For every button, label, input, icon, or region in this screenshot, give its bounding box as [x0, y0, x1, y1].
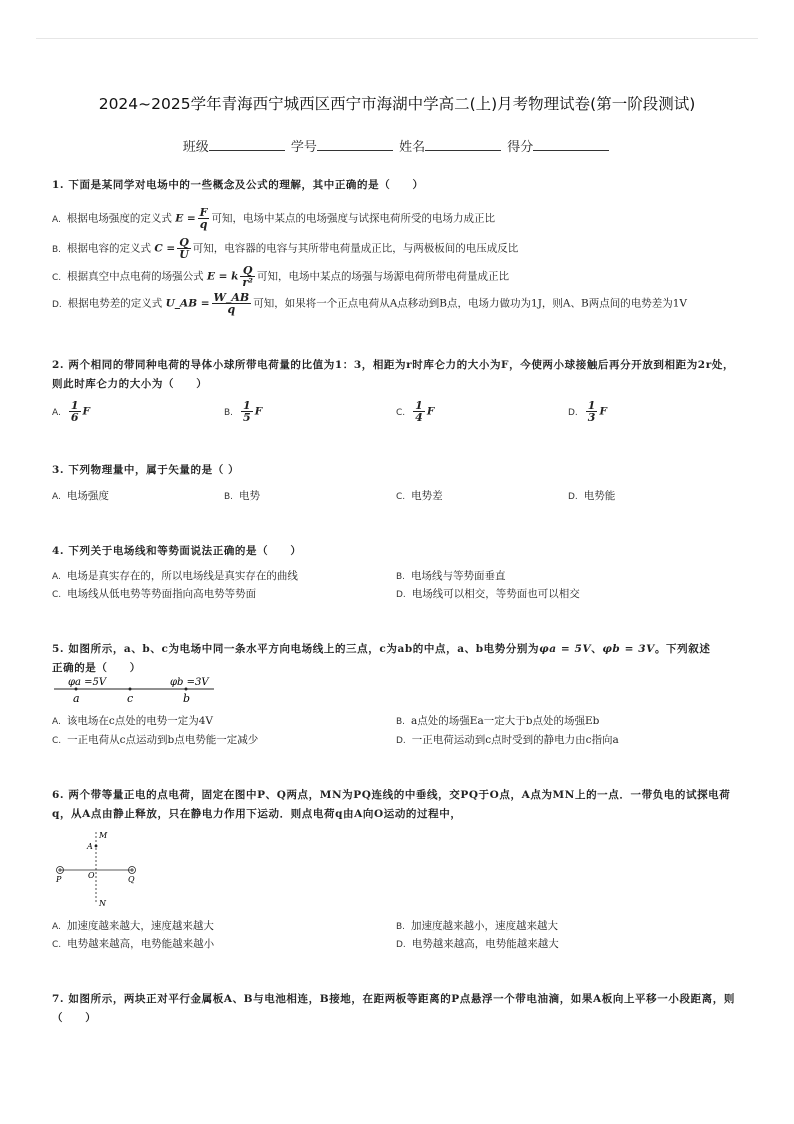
question-1-stem: 1. 下面是某同学对电场中的一些概念及公式的理解，其中正确的是（ ）: [52, 179, 424, 191]
label-p: P: [56, 875, 62, 884]
question-4-option-c: C. 电场线从低电势等势面指向高电势等势面: [52, 588, 257, 600]
header-divider: [36, 38, 758, 39]
option-label: A.: [52, 407, 61, 418]
question-2-stem: 2. 两个相同的带同种电荷的导体小球所带电荷量的比值为1：3，相距为r时库仑力的大小为F，今使两小球接触后再分开放到相距为2r处，则此时库仑力的大小为（ ）: [52, 359, 735, 390]
force-symbol: F: [82, 405, 90, 418]
formula-lhs: U_AB =: [165, 297, 210, 310]
question-5-option-b: B. a点处的场强Ea一定大于b点处的场强Eb: [396, 715, 600, 727]
fraction: $\frac{Q}{U}$: [179, 236, 189, 261]
charges-figure: [52, 826, 152, 912]
option-text: 可知，电场中某点的电场强度与试探电荷所受的电场力成正比: [211, 212, 495, 225]
phi-b-label: φb =3V: [170, 677, 209, 688]
fraction: $\frac{1}{6}$: [70, 399, 79, 424]
label-q: Q: [128, 875, 135, 884]
option-label: B.: [52, 244, 62, 255]
question-4-option-d: D. 电场线可以相交，等势面也可以相交: [396, 588, 580, 600]
formula-lhs: E = k: [207, 270, 239, 283]
phi-a-label: φa =5V: [68, 677, 107, 688]
point-a-dot: [75, 688, 78, 691]
option-text: 可知，电容器的电容与其所带电荷量成正比，与两极板间的电压成反比: [192, 242, 519, 255]
fraction: $\frac{Q}{\text{r²}}$: [242, 264, 254, 289]
question-1-option-d: [52, 292, 687, 315]
question-4-option-b: B. 电场线与等势面垂直: [396, 570, 506, 582]
score-field-blank: [533, 138, 609, 151]
question-6-option-a: A. 加速度越来越大，速度越来越大: [52, 920, 214, 932]
force-symbol: F: [599, 405, 607, 418]
option-label: D.: [52, 299, 62, 310]
question-4-option-a: A. 电场是真实存在的，所以电场线是真实存在的曲线: [52, 570, 298, 582]
option-label: A.: [52, 214, 61, 225]
phi-b-formula: φb = 3V: [602, 643, 655, 655]
option-text: 可知，如果将一个正点电荷从A点移动到B点，电场力做功为1J，则A、B两点间的电势差为1V: [253, 297, 687, 310]
formula-lhs: C =: [154, 242, 176, 255]
question-3-option-c: C. 电势差: [396, 490, 443, 502]
question-2-option-d: [568, 400, 607, 423]
label-a: A: [87, 842, 93, 851]
question-1-option-b: [52, 237, 518, 260]
question-2-option-a: [52, 400, 90, 423]
force-symbol: F: [426, 405, 435, 418]
student-id-field-blank: [317, 138, 393, 151]
question-5-option-a: A. 该电场在c点处的电势一定为4V: [52, 715, 214, 727]
option-text: 根据电势差的定义式: [67, 297, 163, 310]
question-6-stem: 6. 两个带等量正电的点电荷，固定在图中P、Q两点，MN为PQ连线的中垂线，交PQ于O点，A点为MN上的一点．一带负电的试探电荷q，从A点由静止释放，只在静电力作用下运动．则点电荷q由A向O运动的过程中，: [52, 789, 731, 820]
question-5-stem: 5. 如图所示，a、b、c为电场中同一条水平方向电场线上的三点，c为ab的中点，a、b电势分别为φa = 5V、φb = 3V。下列叙述 正确的是（ ）: [52, 643, 711, 674]
question-7-stem: 7. 如图所示，两块正对平行金属板A、B与电池相连，B接地，在距两板等距离的P点悬浮一个带电油滴，如果A板向上平移一小段距离，则（ ）: [52, 993, 735, 1024]
question-6-option-b: B. 加速度越来越小，速度越来越大: [396, 920, 559, 932]
fraction: $\frac{1}{3}$: [587, 399, 596, 424]
force-symbol: F: [254, 405, 263, 418]
point-a-dot: [95, 845, 98, 848]
option-label: C.: [52, 272, 62, 283]
point-c-dot: [129, 688, 132, 691]
question-6-option-c: C. 电势越来越高，电势能越来越小: [52, 938, 215, 950]
point-a-label: a: [73, 692, 80, 705]
question-6-option-d: D. 电势越来越高，电势能越来越大: [396, 938, 559, 950]
page-title: 2024~2025学年青海西宁城西区西宁市海湖中学高二(上)月考物理试卷(第一阶段测试): [98, 95, 696, 113]
question-3-option-b: B. 电势: [224, 490, 261, 502]
question-5-option-d: D. 一正电荷运动到c点时受到的静电力由c指向a: [396, 734, 619, 746]
option-text: 根据电容的定义式: [67, 242, 152, 255]
question-4-stem: 4. 下列关于电场线和等势面说法正确的是（ ）: [52, 545, 302, 557]
class-field-label: 班级: [182, 140, 209, 155]
point-c-label: c: [127, 692, 134, 705]
question-5-option-c: C. 一正电荷从c点运动到b点电势能一定减少: [52, 734, 259, 746]
option-text: 根据真空中点电荷的场强公式: [67, 270, 204, 283]
fraction: $\frac{1}{4}$: [415, 399, 423, 424]
phi-a-formula: φa = 5V: [539, 643, 592, 655]
name-field-label: 姓名: [399, 140, 426, 155]
question-3-option-d: D. 电势能: [568, 490, 616, 502]
class-field-blank: [209, 138, 285, 151]
question-3-stem: 3. 下列物理量中，属于矢量的是（ ）: [52, 464, 240, 476]
question-3-option-a: A. 电场强度: [52, 490, 109, 502]
student-info-line: [0, 136, 794, 155]
label-o: O: [88, 871, 95, 880]
fraction: $\frac{W\_AB}{q}$: [213, 291, 250, 316]
fraction: $\frac{1}{5}$: [243, 399, 251, 424]
name-field-blank: [425, 138, 501, 151]
option-text: 根据电场强度的定义式: [66, 212, 172, 225]
question-2-option-b: [224, 400, 262, 423]
label-m: M: [99, 831, 108, 840]
option-label: C.: [396, 407, 406, 418]
question-1-option-a: [52, 207, 495, 230]
question-2-option-c: [396, 400, 434, 423]
score-field-label: 得分: [507, 140, 534, 155]
fraction: $\frac{F}{q}$: [199, 206, 208, 231]
label-n: N: [99, 899, 106, 908]
student-id-field-label: 学号: [290, 140, 317, 155]
point-b-label: b: [183, 692, 191, 705]
option-label: B.: [224, 407, 234, 418]
field-line-figure: [52, 674, 222, 706]
formula-lhs: E =: [175, 212, 196, 225]
option-label: D.: [568, 407, 578, 418]
question-1-option-c: [52, 265, 509, 288]
point-b-dot: [185, 688, 188, 691]
option-text: 可知，电场中某点的场强与场源电荷所带电荷量成正比: [257, 270, 510, 283]
